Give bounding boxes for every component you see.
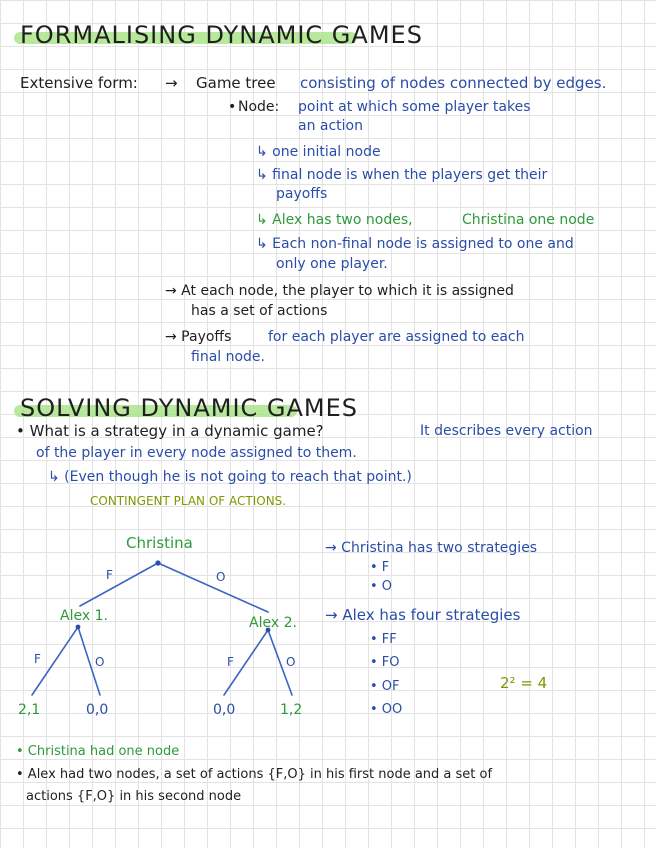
actions-point-line1: → At each node, the player to which it is assigned — [165, 283, 514, 299]
node-term: Node: — [238, 99, 280, 115]
payoffs-definition-line1: for each player are assigned to each — [268, 329, 525, 345]
sub-point-final-node-line2: payoffs — [276, 186, 328, 202]
alex-strategy-item: • FF — [370, 632, 397, 647]
answer-strategy-line1: It describes every action — [420, 423, 593, 439]
payoffs-term: → Payoffs — [165, 329, 232, 345]
christina-strategy-item: • F — [370, 560, 390, 575]
heading-formalising: FORMALISING DYNAMIC GAMES — [20, 21, 423, 49]
edge-label-f: F — [34, 652, 41, 666]
heading-solving: SOLVING DYNAMIC GAMES — [20, 394, 359, 422]
payoff-label: 0,0 — [86, 702, 109, 718]
node-dot-alex1 — [76, 625, 81, 630]
sub-point-alex-nodes: ↳ Alex has two nodes, — [256, 212, 413, 228]
alex-strategy-item: • FO — [370, 655, 400, 670]
note-alex-line2: actions {F,O} in his second node — [26, 789, 242, 804]
answer-strategy-line2: of the player in every node assigned to them. — [36, 445, 357, 461]
edge-christina-alex2 — [158, 563, 268, 612]
tree-root-label: Christina — [126, 534, 193, 552]
edge-label-o: O — [286, 655, 296, 669]
edge-christina-alex1 — [80, 563, 158, 606]
sub-point-final-node-line1: ↳ final node is when the players get their — [256, 167, 548, 183]
game-tree-definition: consisting of nodes connected by edges. — [300, 74, 607, 92]
contingent-plan-label: CONTINGENT PLAN OF ACTIONS. — [90, 494, 287, 508]
edge-label-o: O — [95, 655, 105, 669]
note-alex-line1: • Alex had two nodes, a set of actions {F,O} in his first node and a set of — [16, 767, 493, 782]
payoff-label: 2,1 — [18, 702, 41, 718]
edge-label-o: O — [216, 570, 226, 584]
sub-point-assignment-line1: ↳ Each non-final node is assigned to one and — [256, 236, 574, 252]
game-tree-term: Game tree — [196, 74, 276, 92]
question-strategy: • What is a strategy in a dynamic game? — [16, 422, 324, 440]
sub-point-initial-node: ↳ one initial node — [256, 144, 381, 160]
edge-label-f: F — [106, 568, 113, 582]
node-bullet: • — [228, 99, 237, 115]
answer-strategy-line3: ↳ (Even though he is not going to reach that point.) — [48, 469, 412, 485]
payoffs-definition-line2: final node. — [191, 349, 265, 365]
node-definition-line1: point at which some player takes — [298, 99, 531, 115]
alex-strategies-title: → Alex has four strategies — [325, 606, 521, 624]
christina-strategy-item: • O — [370, 579, 393, 594]
sub-point-christina-node: Christina one node — [462, 212, 595, 228]
alex-strategy-item: • OO — [370, 702, 403, 717]
payoff-label: 0,0 — [213, 702, 236, 718]
sub-point-assignment-line2: only one player. — [276, 256, 388, 272]
strategy-count-formula: 2² = 4 — [500, 674, 548, 692]
note-christina: • Christina had one node — [16, 744, 180, 759]
alex-strategy-item: • OF — [370, 679, 400, 694]
payoff-label: 1,2 — [280, 702, 303, 718]
node-definition-line2: an action — [298, 118, 363, 134]
edge-label-f: F — [227, 655, 234, 669]
tree-alex1-label: Alex 1. — [60, 608, 108, 624]
arrow-glyph: → — [165, 74, 178, 92]
tree-alex2-label: Alex 2. — [249, 615, 297, 631]
extensive-label: Extensive form: — [20, 74, 138, 92]
actions-point-line2: has a set of actions — [191, 303, 328, 319]
christina-strategies-title: → Christina has two strategies — [325, 540, 538, 556]
node-dot-root — [155, 560, 160, 565]
